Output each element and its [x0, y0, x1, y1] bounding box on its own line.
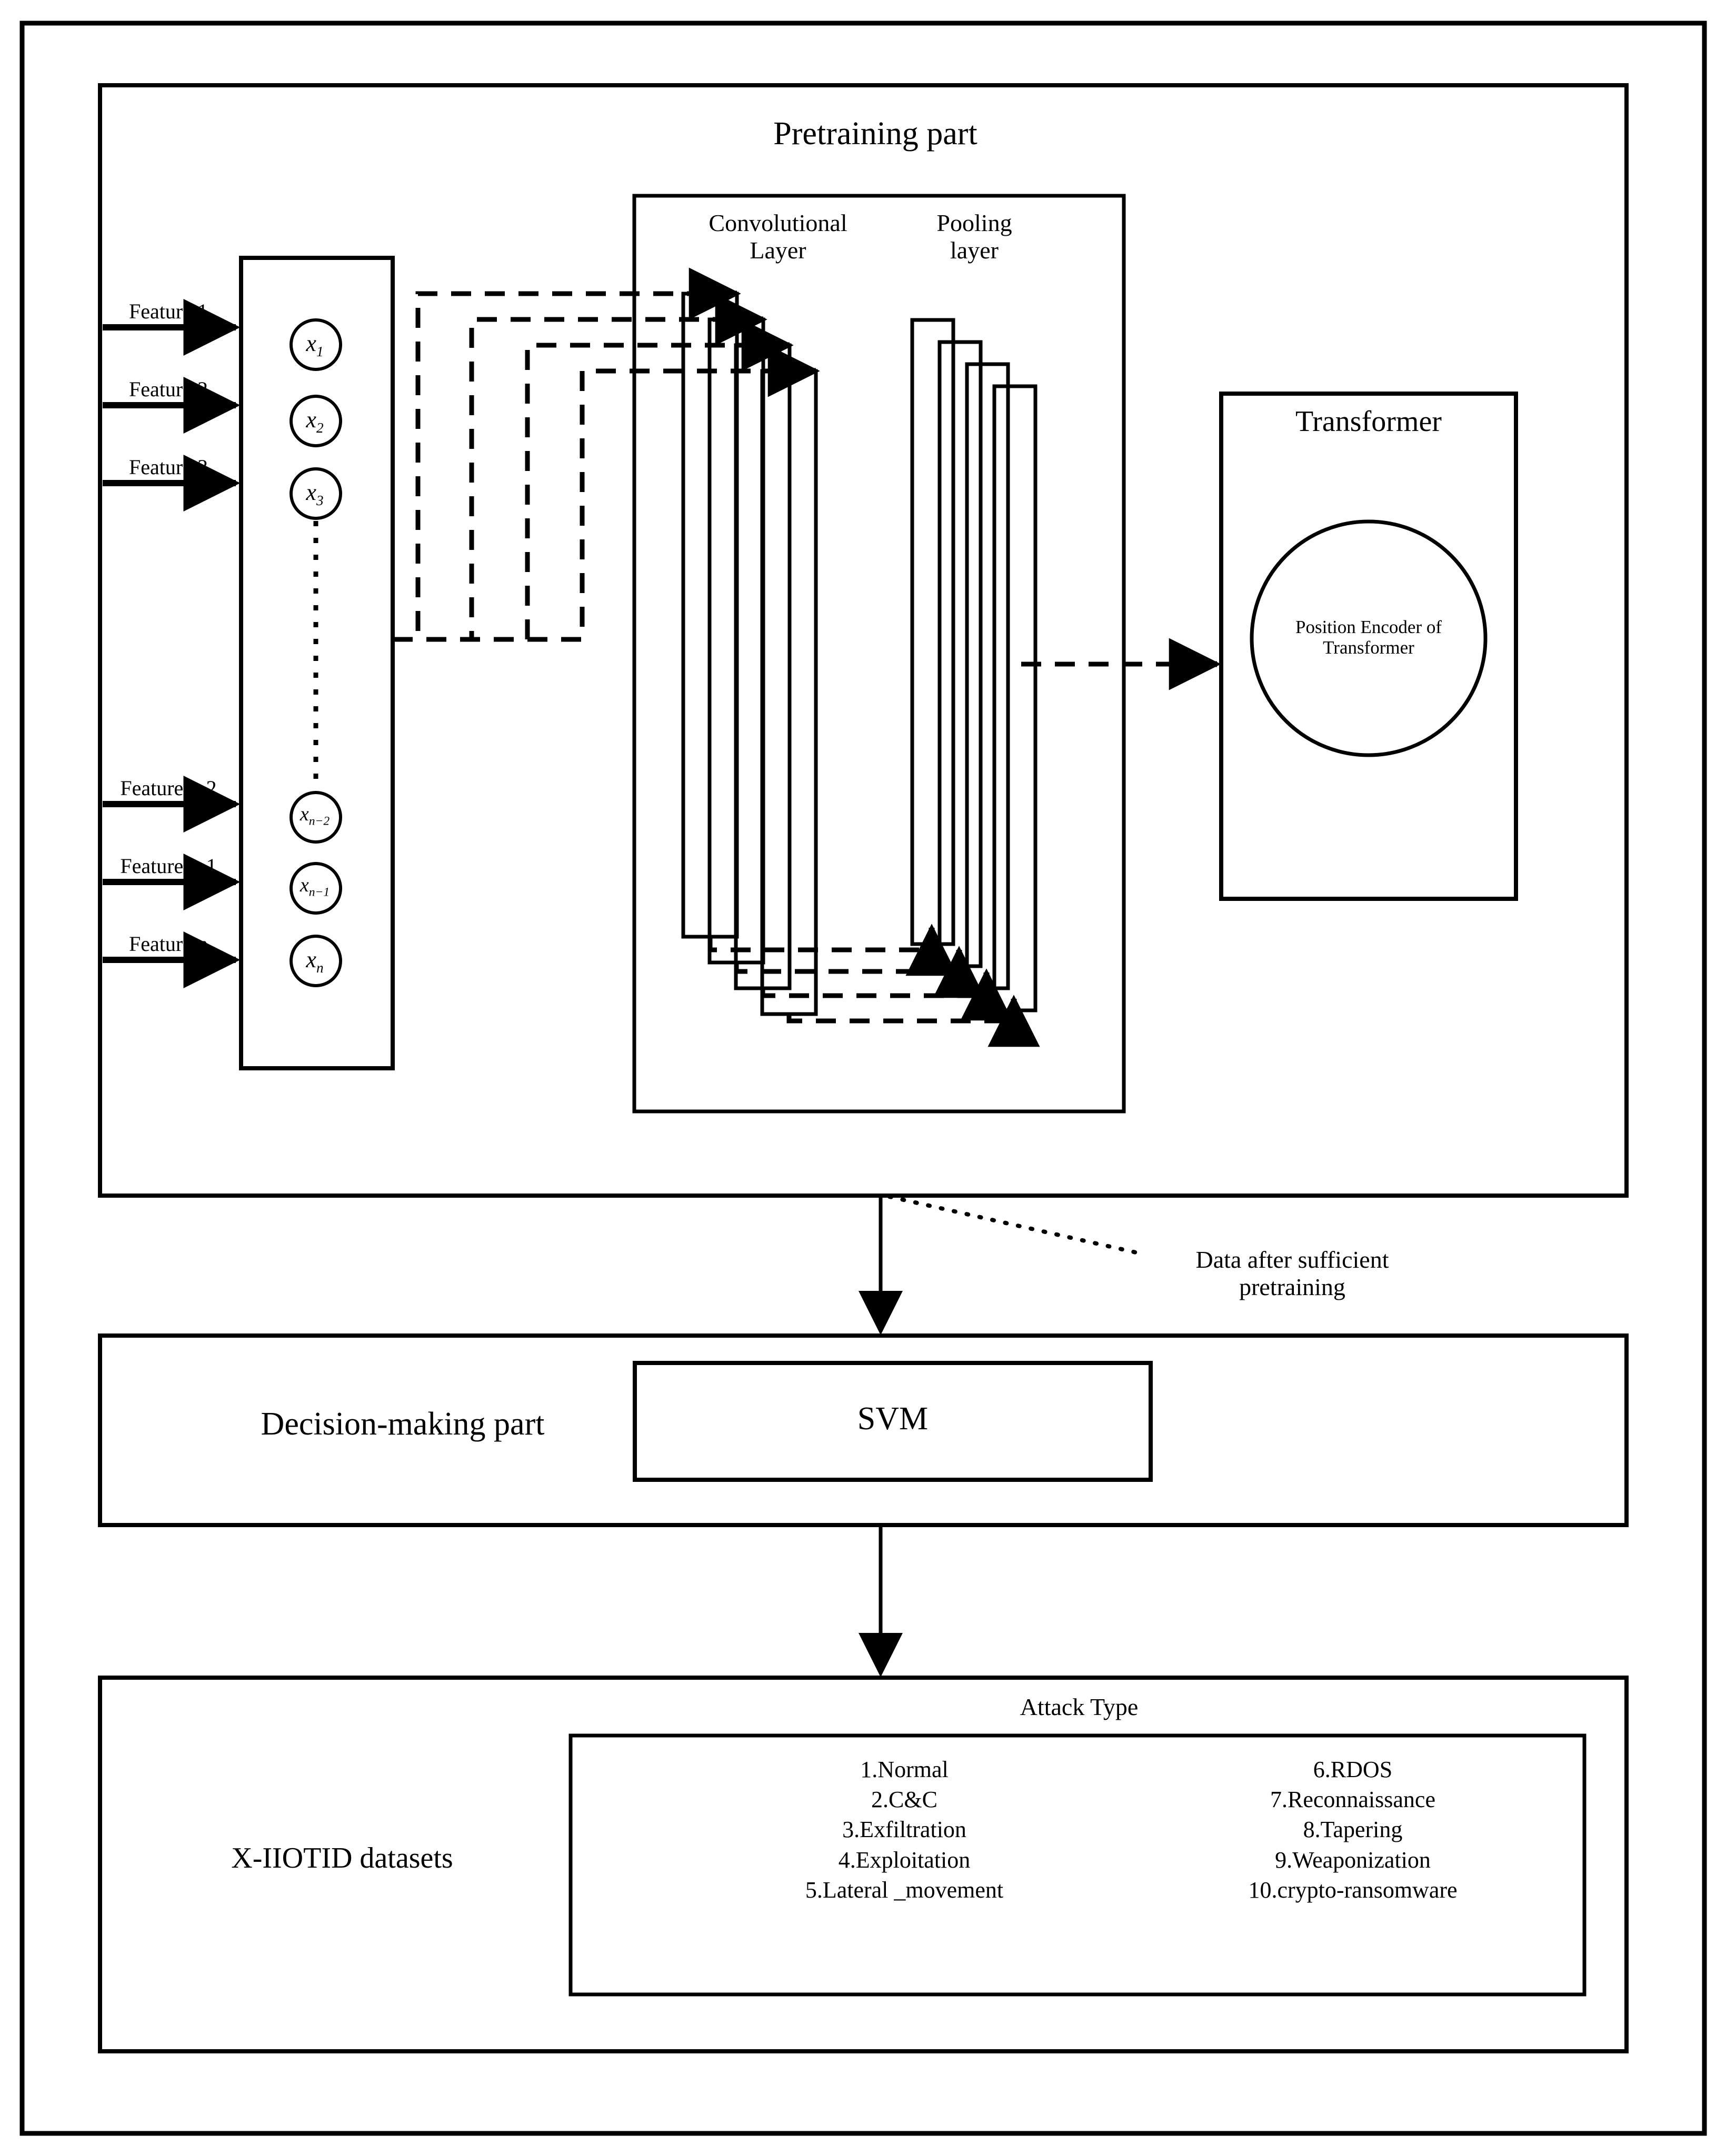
attack-type-item: 1.Normal: [860, 1757, 949, 1782]
node-var-sub: 2: [316, 419, 324, 436]
pretraining-title: Pretraining part: [773, 116, 977, 152]
decision-making-title: Decision-making part: [261, 1406, 545, 1442]
attack-type-title: Attack Type: [1020, 1693, 1139, 1720]
node-var-base: x: [300, 803, 309, 825]
node-var-sub: 1: [316, 343, 324, 359]
node-label-xn: [306, 947, 323, 976]
attack-type-item: 6.RDOS: [1313, 1757, 1393, 1782]
conv-input-arrowheads: [700, 294, 816, 371]
feature-label-3: Feature 3: [129, 455, 208, 479]
pooling-layer-bars: [912, 320, 1035, 1010]
attack-type-item: 10.crypto-ransomware: [1248, 1877, 1458, 1903]
node-var-sub: 3: [316, 492, 324, 508]
pool-label-line2: layer: [950, 236, 999, 264]
node-var-base: x: [306, 947, 316, 972]
node-var-base: x: [306, 407, 316, 433]
feature-label-n: Feature n: [129, 932, 208, 956]
attack-type-left-column: [805, 1754, 1003, 1905]
node-label-x3: [306, 479, 323, 508]
node-var-base: x: [306, 330, 316, 356]
node-label-xn-1: [300, 874, 330, 899]
convolutional-layer-bars: [683, 294, 816, 1014]
node-label-xn-2: [300, 803, 330, 828]
position-encoder-line2: Transformer: [1323, 637, 1414, 658]
feature-label-n-1: Feature n-1: [120, 854, 217, 878]
node-label-x2: [306, 407, 323, 436]
feature-label-2: Feature 2: [129, 377, 208, 401]
node-var-sub: n−2: [308, 814, 330, 828]
input-to-conv-dashed: [393, 294, 797, 639]
annotation-leader-dots: [890, 1197, 1136, 1252]
cnn-box: [634, 196, 1124, 1111]
position-encoder-label: [1295, 617, 1442, 658]
attack-type-item: 8.Tapering: [1303, 1817, 1403, 1843]
node-var-sub: n−1: [308, 885, 330, 899]
node-var-base: x: [300, 874, 309, 896]
conv-label-line1: Convolutional: [709, 209, 847, 236]
attack-type-item: 2.C&C: [871, 1787, 937, 1813]
position-encoder-line1: Position Encoder of: [1295, 617, 1442, 637]
pool-label-line1: Pooling: [936, 209, 1012, 236]
attack-type-item: 7.Reconnaissance: [1270, 1787, 1435, 1813]
transformer-title: Transformer: [1295, 405, 1442, 438]
pooling-layer-label: [936, 209, 1012, 264]
conv-label-line2: Layer: [750, 236, 806, 264]
feature-label-1: Feature 1: [129, 299, 208, 323]
attack-type-item: 9.Weaponization: [1275, 1847, 1431, 1873]
annotation-line1: Data after sufficient: [1195, 1246, 1389, 1273]
dataset-label: X-IIOTID datasets: [231, 1842, 453, 1874]
node-label-x1: [306, 330, 323, 359]
annotation-line2: pretraining: [1239, 1273, 1345, 1300]
attack-type-item: 5.Lateral _movement: [805, 1877, 1004, 1903]
attack-type-right-column: [1248, 1754, 1457, 1905]
convolutional-layer-label: [709, 209, 847, 264]
pool-input-arrowheads: [932, 928, 1014, 1021]
pretraining-data-annotation: [1196, 1246, 1389, 1300]
attack-type-item: 4.Exploitation: [838, 1847, 971, 1873]
feature-label-n-2: Feature n-2: [120, 776, 217, 800]
node-var-base: x: [306, 479, 316, 505]
node-var-sub: n: [316, 959, 324, 976]
conv-to-pool-dashed: [710, 937, 1014, 1021]
svm-label: SVM: [857, 1401, 929, 1437]
attack-type-item: 3.Exfiltration: [842, 1817, 966, 1843]
